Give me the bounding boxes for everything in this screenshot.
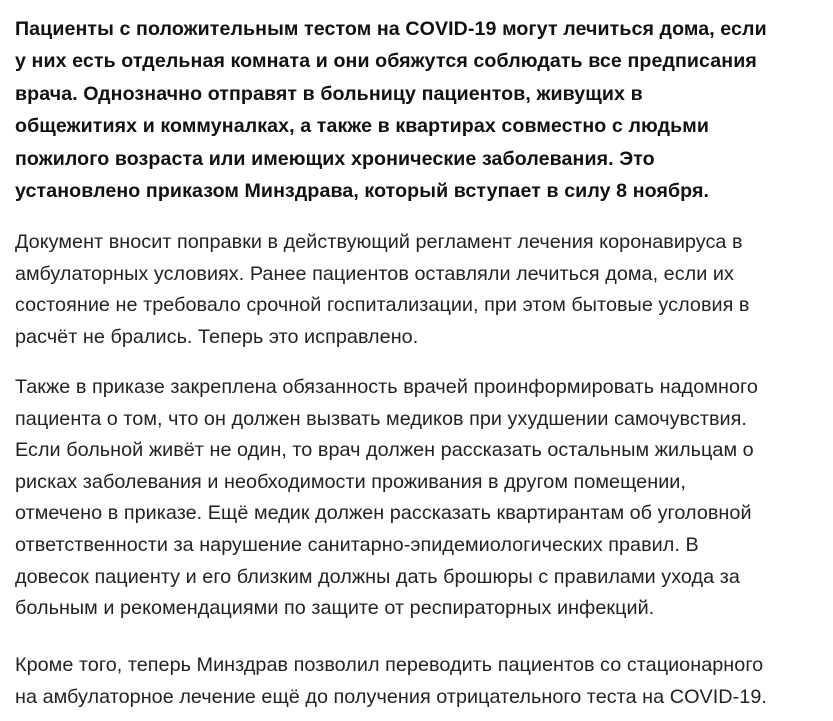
paragraph-line: на амбулаторное лечение ещё до получения отрицательного теста на COVID-19.	[15, 685, 767, 708]
lead-line: Пациенты с положительным тестом на COVID-19 могут лечиться дома, если	[15, 18, 767, 40]
paragraph-line: Также в приказе закреплена обязанность врачей проинформировать надомного	[15, 376, 758, 398]
lead-line: у них есть отдельная комната и они обяжутся соблюдать все предписания	[15, 50, 757, 73]
paragraph-line: состояние не требовало срочной госпитализации, при этом бытовые условия в	[15, 294, 750, 317]
paragraph-3	[15, 650, 830, 713]
paragraph-2	[15, 372, 830, 625]
lead-line: врача. Однозначно отправят в больницу пациентов, живущих в	[15, 82, 643, 105]
lead-line: общежитиях и коммуналках, а также в квартирах совместно с людьми	[15, 115, 709, 138]
paragraph-line: Кроме того, теперь Минздрав позволил переводить пациентов со стационарного	[15, 654, 764, 676]
paragraph-1	[15, 227, 830, 353]
lead-line: установлено приказом Минздрава, который вступает в силу 8 ноября.	[15, 180, 710, 203]
paragraph-line: пациента о том, что он должен вызвать медиков при ухудшении самочувствия.	[15, 407, 747, 430]
paragraph-line: больным и рекомендациями по защите от респираторных инфекций.	[15, 597, 655, 620]
paragraph-line: ответственности за нарушение санитарно-эпидемиологических правил. В	[15, 533, 699, 556]
paragraph-line: рисках заболевания и необходимости проживания в другом помещении,	[15, 470, 686, 493]
paragraph-line: довесок пациенту и его близким должны дать брошюры с правилами ухода за	[15, 565, 740, 588]
paragraph-line: отмечено в приказе. Ещё медик должен рассказать квартирантам об уголовной	[15, 502, 752, 525]
paragraph-line: амбулаторных условиях. Ранее пациентов оставляли лечиться дома, если их	[15, 262, 734, 285]
paragraph-line: Документ вносит поправки в действующий регламент лечения коронавируса в	[15, 231, 743, 253]
paragraph-line: расчёт не брались. Теперь это исправлено.	[15, 325, 419, 348]
lead-line: пожилого возраста или имеющих хронические заболевания. Это	[15, 147, 655, 170]
article-lead	[15, 13, 830, 207]
paragraph-line: Если больной живёт не один, то врач должен рассказать остальным жильцам о	[15, 439, 754, 462]
